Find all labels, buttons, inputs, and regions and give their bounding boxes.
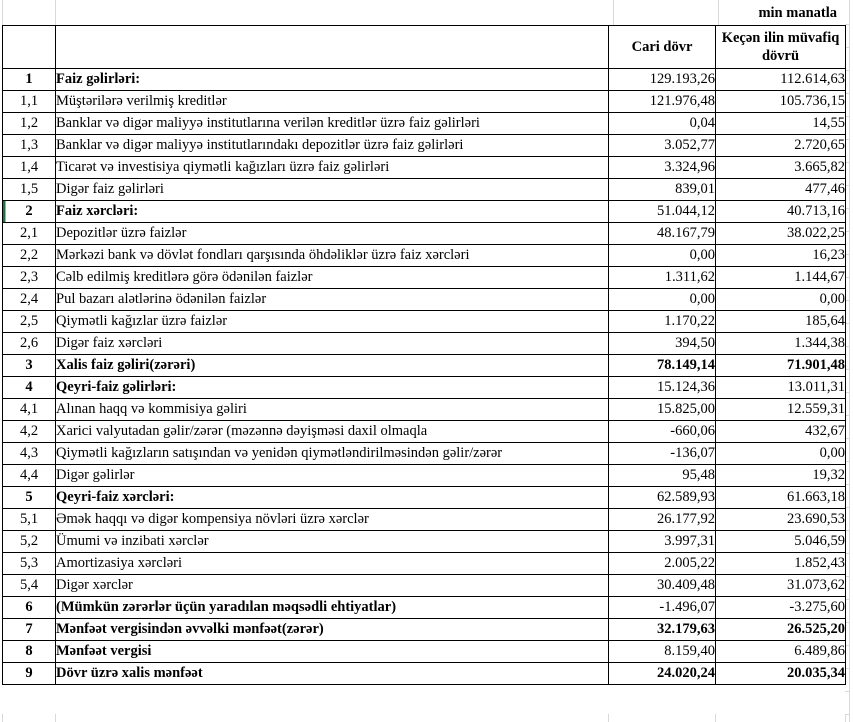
table-row [3, 91, 846, 113]
cell-item-label[interactable]: Müştərilərə verilmiş kreditlər [56, 91, 609, 113]
cell-row-number[interactable]: 4,3 [3, 443, 56, 465]
cell-previous-value[interactable]: 61.663,18 [716, 487, 846, 509]
cell-previous-value[interactable]: -3.275,60 [716, 597, 846, 619]
table-row [3, 641, 846, 663]
cell-current-value[interactable]: 51.044,12 [609, 201, 716, 223]
table-row [3, 553, 846, 575]
cell-item-label[interactable]: Xalis faiz gəliri(zərəri) [56, 355, 609, 377]
table-row [3, 509, 846, 531]
table-row [3, 663, 846, 685]
cell-previous-value[interactable]: 0,00 [716, 289, 846, 311]
cell-item-label[interactable]: Mərkəzi bank və dövlət fondları qarşısında öhdəliklər üzrə faiz xərcləri [56, 245, 609, 267]
cell-previous-value[interactable]: 5.046,59 [716, 531, 846, 553]
table-row [3, 245, 846, 267]
gridline [2, 714, 3, 722]
table-row [3, 487, 846, 509]
gridline [849, 0, 850, 722]
table-row [3, 69, 846, 91]
cell-row-number[interactable]: 2,1 [3, 223, 56, 245]
header-cell-empty-label[interactable] [56, 26, 609, 69]
cell-previous-value[interactable]: 19,32 [716, 465, 846, 487]
cell-current-value[interactable]: 8.159,40 [609, 641, 716, 663]
table-row [3, 333, 846, 355]
table-row [3, 575, 846, 597]
cell-current-value[interactable]: 32.179,63 [609, 619, 716, 641]
cell-current-value[interactable]: 394,50 [609, 333, 716, 355]
cell-current-value[interactable]: 0,00 [609, 289, 716, 311]
cell-current-value[interactable]: 15.124,36 [609, 377, 716, 399]
cell-current-value[interactable]: 78.149,14 [609, 355, 716, 377]
cell-row-number[interactable]: 4,1 [3, 399, 56, 421]
cell-item-label[interactable]: Banklar və digər maliyyə institutlarındakı depozitlər üzrə faiz gəlirləri [56, 135, 609, 157]
cell-row-number[interactable]: 5,1 [3, 509, 56, 531]
cell-item-label[interactable]: Əmək haqqı və digər kompensiya növləri üzrə xərclər [56, 509, 609, 531]
cell-row-number[interactable]: 1,1 [3, 91, 56, 113]
cell-current-value[interactable]: 30.409,48 [609, 575, 716, 597]
cell-item-label[interactable]: Banklar və digər maliyyə institutlarına verilən kreditlər üzrə faiz gəlirləri [56, 113, 609, 135]
cell-row-number[interactable]: 2,6 [3, 333, 56, 355]
cell-current-value[interactable]: 48.167,79 [609, 223, 716, 245]
cell-previous-value[interactable]: 477,46 [716, 179, 846, 201]
cell-item-label[interactable]: Digər faiz gəlirləri [56, 179, 609, 201]
units-note-cell[interactable]: min manatla [758, 5, 837, 21]
table-header-row [3, 26, 846, 69]
table-row [3, 311, 846, 333]
cell-current-value[interactable]: 95,48 [609, 465, 716, 487]
cell-row-number[interactable]: 4 [3, 377, 56, 399]
cell-current-value[interactable]: 3.997,31 [609, 531, 716, 553]
cell-row-number[interactable]: 5,4 [3, 575, 56, 597]
cell-item-label[interactable]: Depozitlər üzrə faizlər [56, 223, 609, 245]
table-row [3, 377, 846, 399]
cell-previous-value[interactable]: 432,67 [716, 421, 846, 443]
cell-item-label[interactable]: Qiymətli kağızlar üzrə faizlər [56, 311, 609, 333]
table-row [3, 289, 846, 311]
cell-row-number[interactable]: 6 [3, 597, 56, 619]
cell-item-label[interactable]: Cəlb edilmiş kreditlərə görə ödənilən faizlər [56, 267, 609, 289]
cell-previous-value[interactable]: 31.073,62 [716, 575, 846, 597]
cell-current-value[interactable]: 15.825,00 [609, 399, 716, 421]
cell-previous-value[interactable]: 71.901,48 [716, 355, 846, 377]
cell-current-value[interactable]: -136,07 [609, 443, 716, 465]
cell-item-label[interactable]: Faiz gəlirləri: [56, 69, 609, 91]
cell-row-number[interactable]: 1,4 [3, 157, 56, 179]
cell-row-number[interactable]: 4,2 [3, 421, 56, 443]
cell-row-number[interactable]: 9 [3, 663, 56, 685]
table-row [3, 597, 846, 619]
cell-item-label[interactable]: (Mümkün zərərlər üçün yaradılan məqsədli ehtiyatlar) [56, 597, 609, 619]
cell-row-number[interactable]: 4,4 [3, 465, 56, 487]
table-row [3, 465, 846, 487]
cell-item-label[interactable]: Ümumi və inzibati xərclər [56, 531, 609, 553]
cell-item-label[interactable]: Mənfəət vergisi [56, 641, 609, 663]
cell-item-label[interactable]: Qiymətli kağızların satışından və yenidən qiymətləndirilməsindən gəlir/zərər [56, 443, 609, 465]
cell-row-number[interactable]: 1,3 [3, 135, 56, 157]
table-row [3, 531, 846, 553]
cell-current-value[interactable]: 62.589,93 [609, 487, 716, 509]
cell-current-value[interactable]: 2.005,22 [609, 553, 716, 575]
cell-previous-value[interactable]: 12.559,31 [716, 399, 846, 421]
cell-row-number[interactable]: 2,4 [3, 289, 56, 311]
cell-row-number[interactable]: 3 [3, 355, 56, 377]
cell-previous-value[interactable]: 6.489,86 [716, 641, 846, 663]
table-row [3, 421, 846, 443]
cell-current-value[interactable]: 121.976,48 [609, 91, 716, 113]
cell-current-value[interactable]: -660,06 [609, 421, 716, 443]
cell-row-number[interactable]: 7 [3, 619, 56, 641]
table-row [3, 157, 846, 179]
cell-previous-value[interactable]: 0,00 [716, 443, 846, 465]
cell-item-label[interactable]: Digər faiz xərcləri [56, 333, 609, 355]
cell-previous-value[interactable]: 105.736,15 [716, 91, 846, 113]
table-row [3, 399, 846, 421]
header-cell-previous-period[interactable]: Keçən ilin müvafiq dövrü [716, 26, 846, 69]
cell-previous-value[interactable]: 16,23 [716, 245, 846, 267]
table-row [3, 135, 846, 157]
cell-item-label[interactable]: Xarici valyutadan gəlir/zərər (məzənnə dəyişməsi daxil olmaqla [56, 421, 609, 443]
table-row [3, 443, 846, 465]
cell-row-number[interactable]: 1,5 [3, 179, 56, 201]
cell-item-label[interactable]: Digər xərclər [56, 575, 609, 597]
cell-current-value[interactable]: 0,00 [609, 245, 716, 267]
cell-row-number[interactable]: 1,2 [3, 113, 56, 135]
cell-current-value[interactable]: 26.177,92 [609, 509, 716, 531]
cell-previous-value[interactable]: 26.525,20 [716, 619, 846, 641]
cell-previous-value[interactable]: 1.852,43 [716, 553, 846, 575]
cell-item-label[interactable]: Dövr üzrə xalis mənfəət [56, 663, 609, 685]
cell-item-label[interactable]: Pul bazarı alətlərinə ödənilən faizlər [56, 289, 609, 311]
cell-row-number[interactable]: 8 [3, 641, 56, 663]
cell-current-value[interactable]: 1.311,62 [609, 267, 716, 289]
cell-current-value[interactable]: -1.496,07 [609, 597, 716, 619]
cell-previous-value[interactable]: 23.690,53 [716, 509, 846, 531]
cell-current-value[interactable]: 24.020,24 [609, 663, 716, 685]
cell-current-value[interactable]: 839,01 [609, 179, 716, 201]
cell-previous-value[interactable]: 1.144,67 [716, 267, 846, 289]
table-row [3, 113, 846, 135]
header-cell-current-period[interactable]: Cari dövr [609, 26, 716, 69]
cell-current-value[interactable]: 0,04 [609, 113, 716, 135]
cell-row-number[interactable]: 2,3 [3, 267, 56, 289]
cell-current-value[interactable]: 3.052,77 [609, 135, 716, 157]
gridline [715, 714, 716, 722]
cell-row-number[interactable]: 5,2 [3, 531, 56, 553]
table-row [3, 267, 846, 289]
cell-item-label[interactable]: Mənfəət vergisindən əvvəlki mənfəət(zərər) [56, 619, 609, 641]
cell-previous-value[interactable]: 38.022,25 [716, 223, 846, 245]
cell-previous-value[interactable]: 14,55 [716, 113, 846, 135]
cell-row-number-active[interactable]: 2 [3, 201, 56, 223]
cell-item-label[interactable]: Faiz xərcləri: [56, 201, 609, 223]
table-row [3, 201, 846, 223]
gridline [845, 714, 846, 722]
table-row [3, 223, 846, 245]
cell-item-label[interactable]: Qeyri-faiz xərcləri: [56, 487, 609, 509]
cell-row-number[interactable]: 1 [3, 69, 56, 91]
cell-item-label[interactable]: Amortizasiya xərcləri [56, 553, 609, 575]
cell-item-label[interactable]: Qeyri-faiz gəlirləri: [56, 377, 609, 399]
cell-previous-value[interactable]: 40.713,16 [716, 201, 846, 223]
cell-row-number[interactable]: 5,3 [3, 553, 56, 575]
cell-previous-value[interactable]: 20.035,34 [716, 663, 846, 685]
cell-previous-value[interactable]: 13.011,31 [716, 377, 846, 399]
table-row [3, 619, 846, 641]
income-statement-table [2, 25, 846, 685]
gridline [55, 714, 56, 722]
cell-previous-value[interactable]: 3.665,82 [716, 157, 846, 179]
cell-previous-value[interactable]: 2.720,65 [716, 135, 846, 157]
cell-previous-value[interactable]: 112.614,63 [716, 69, 846, 91]
gridline [608, 714, 609, 722]
cell-current-value[interactable]: 3.324,96 [609, 157, 716, 179]
cell-item-label[interactable]: Ticarət və investisiya qiymətli kağızları üzrə faiz gəlirləri [56, 157, 609, 179]
cell-current-value[interactable]: 1.170,22 [609, 311, 716, 333]
table-row [3, 179, 846, 201]
cell-row-number[interactable]: 5 [3, 487, 56, 509]
cell-row-number[interactable]: 2,2 [3, 245, 56, 267]
cell-previous-value[interactable]: 185,64 [716, 311, 846, 333]
cell-previous-value[interactable]: 1.344,38 [716, 333, 846, 355]
table-row [3, 355, 846, 377]
cell-item-label[interactable]: Alınan haqq və kommisiya gəliri [56, 399, 609, 421]
cell-row-number[interactable]: 2,5 [3, 311, 56, 333]
cell-item-label[interactable]: Digər gəlirlər [56, 465, 609, 487]
cell-current-value[interactable]: 129.193,26 [609, 69, 716, 91]
header-cell-empty-no[interactable] [3, 26, 56, 69]
